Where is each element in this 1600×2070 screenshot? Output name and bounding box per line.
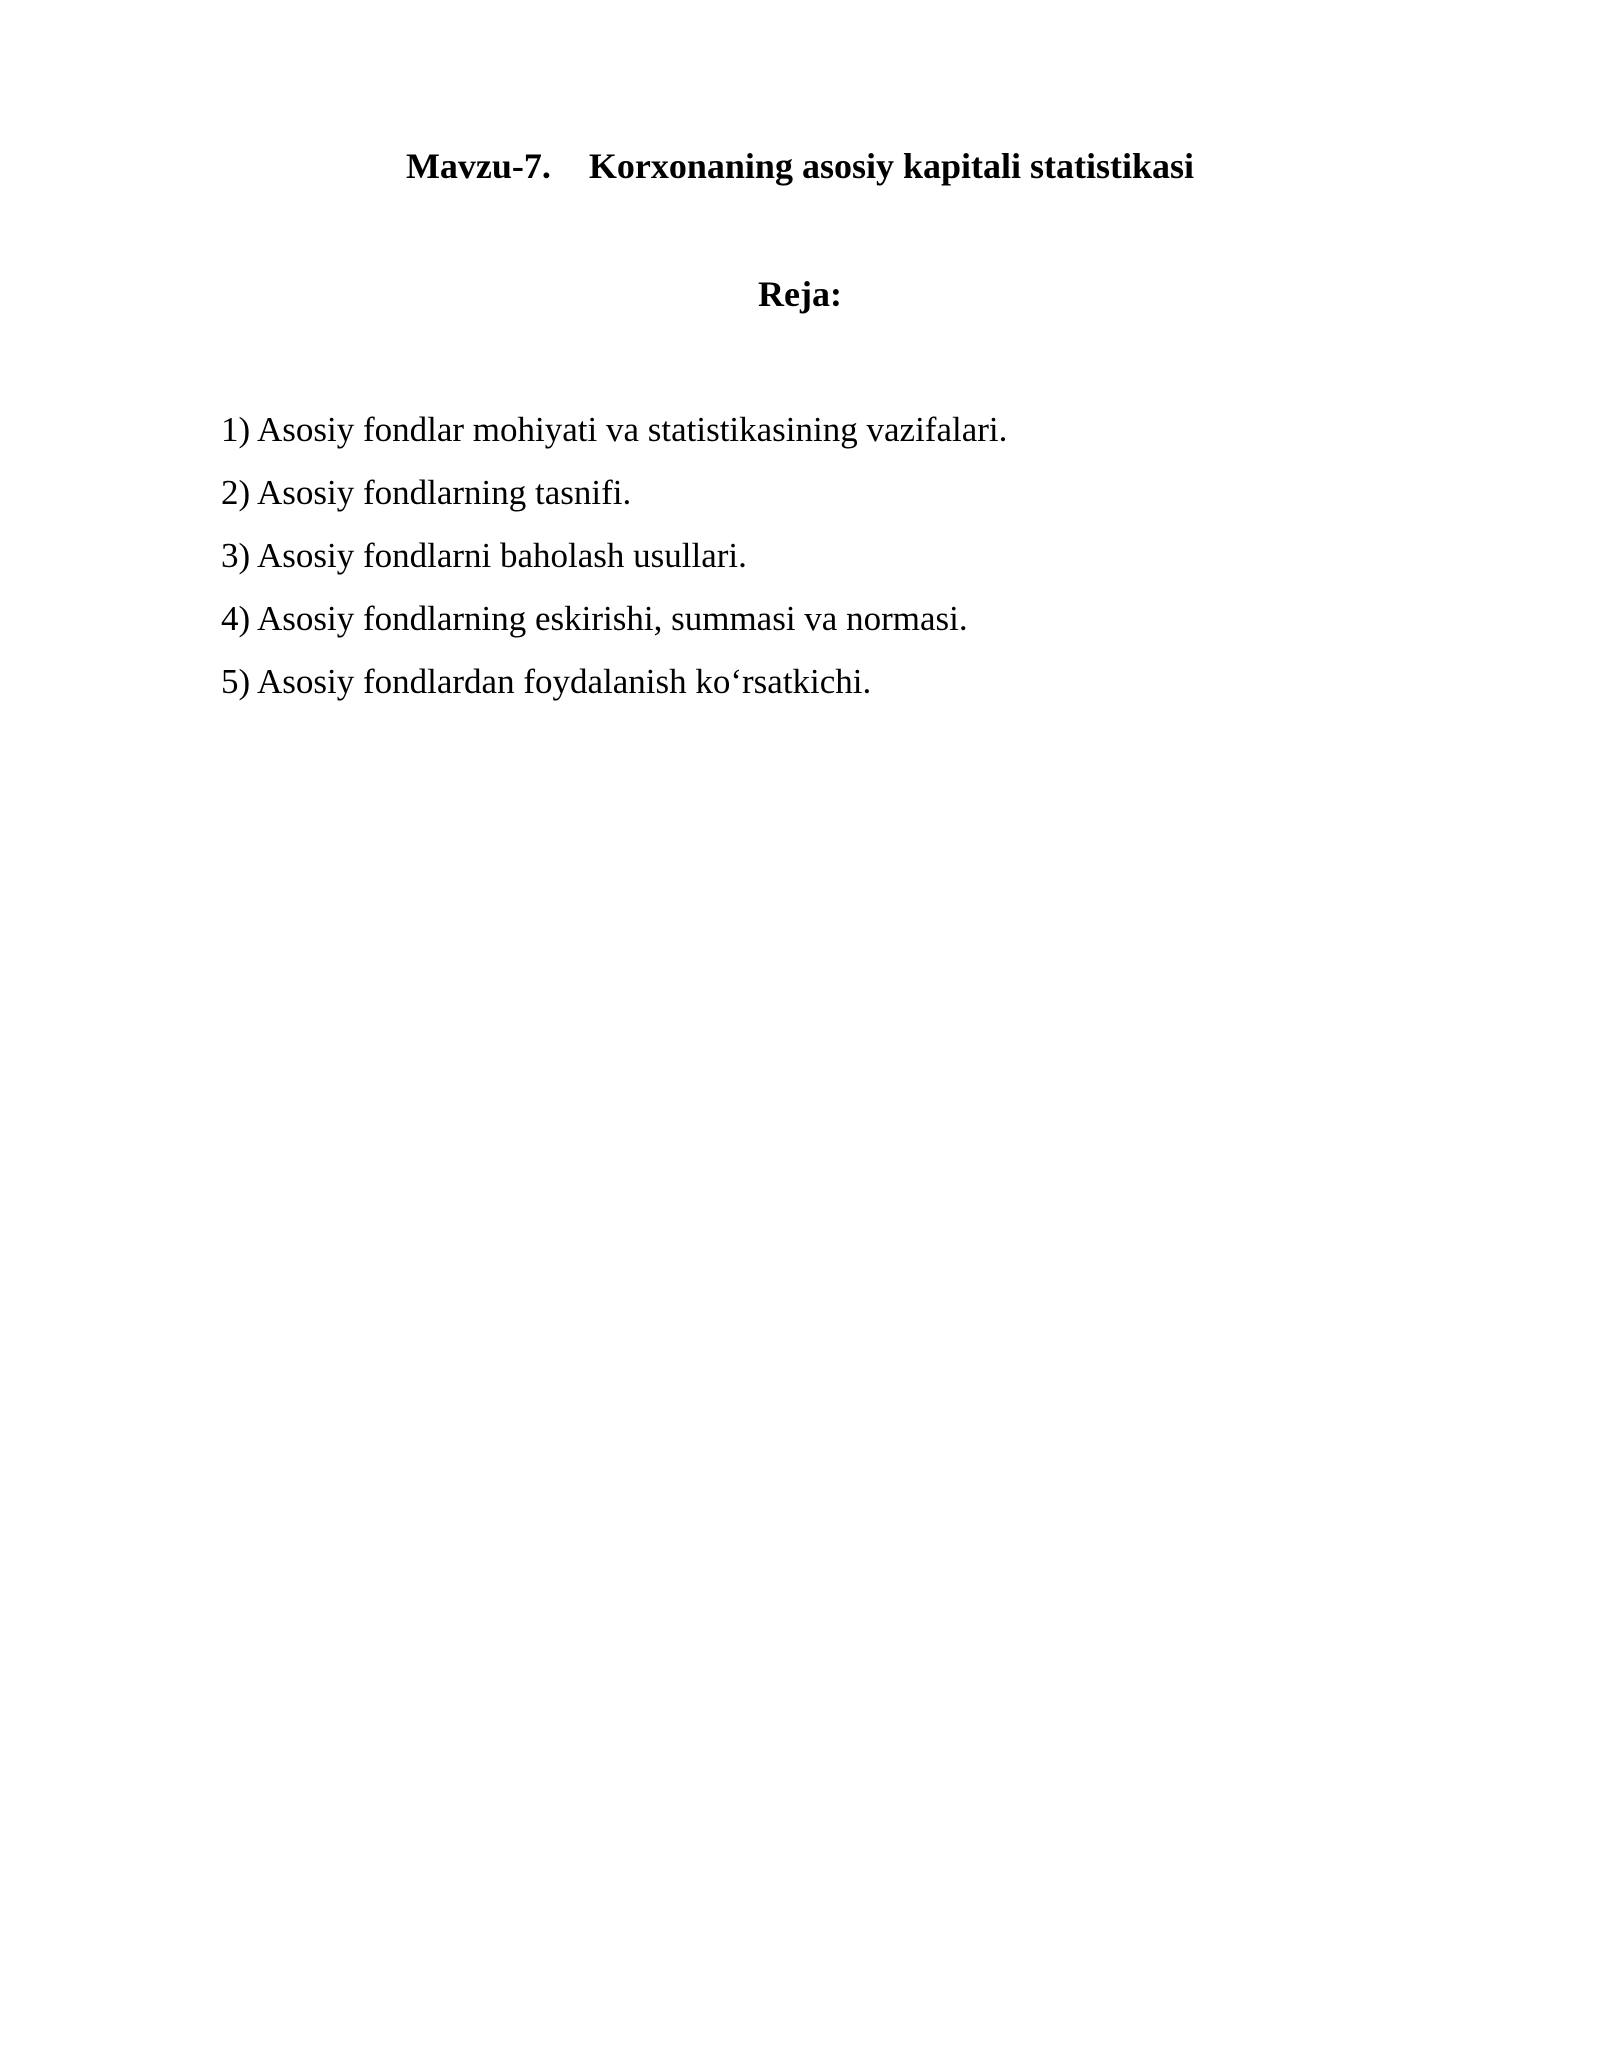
plan-list bbox=[221, 398, 1007, 713]
topic-title: Korxonaning asosiy kapitali statistikasi bbox=[588, 146, 1195, 186]
plan-item-1: 1) Asosiy fondlar mohiyati va statistikasining vazifalari. bbox=[221, 410, 1008, 449]
plan-heading: Reja: bbox=[758, 274, 842, 314]
page-title bbox=[0, 142, 1600, 190]
plan-item-4: 4) Asosiy fondlarning eskirishi, summasi va normasi. bbox=[221, 599, 968, 638]
topic-number: Mavzu-7. bbox=[405, 146, 551, 186]
plan-item-3: 3) Asosiy fondlarni baholash usullari. bbox=[221, 536, 747, 575]
plan-item-5: 5) Asosiy fondlardan foydalanish ko‘rsatkichi. bbox=[221, 662, 872, 701]
plan-item-2: 2) Asosiy fondlarning tasnifi. bbox=[221, 473, 632, 512]
